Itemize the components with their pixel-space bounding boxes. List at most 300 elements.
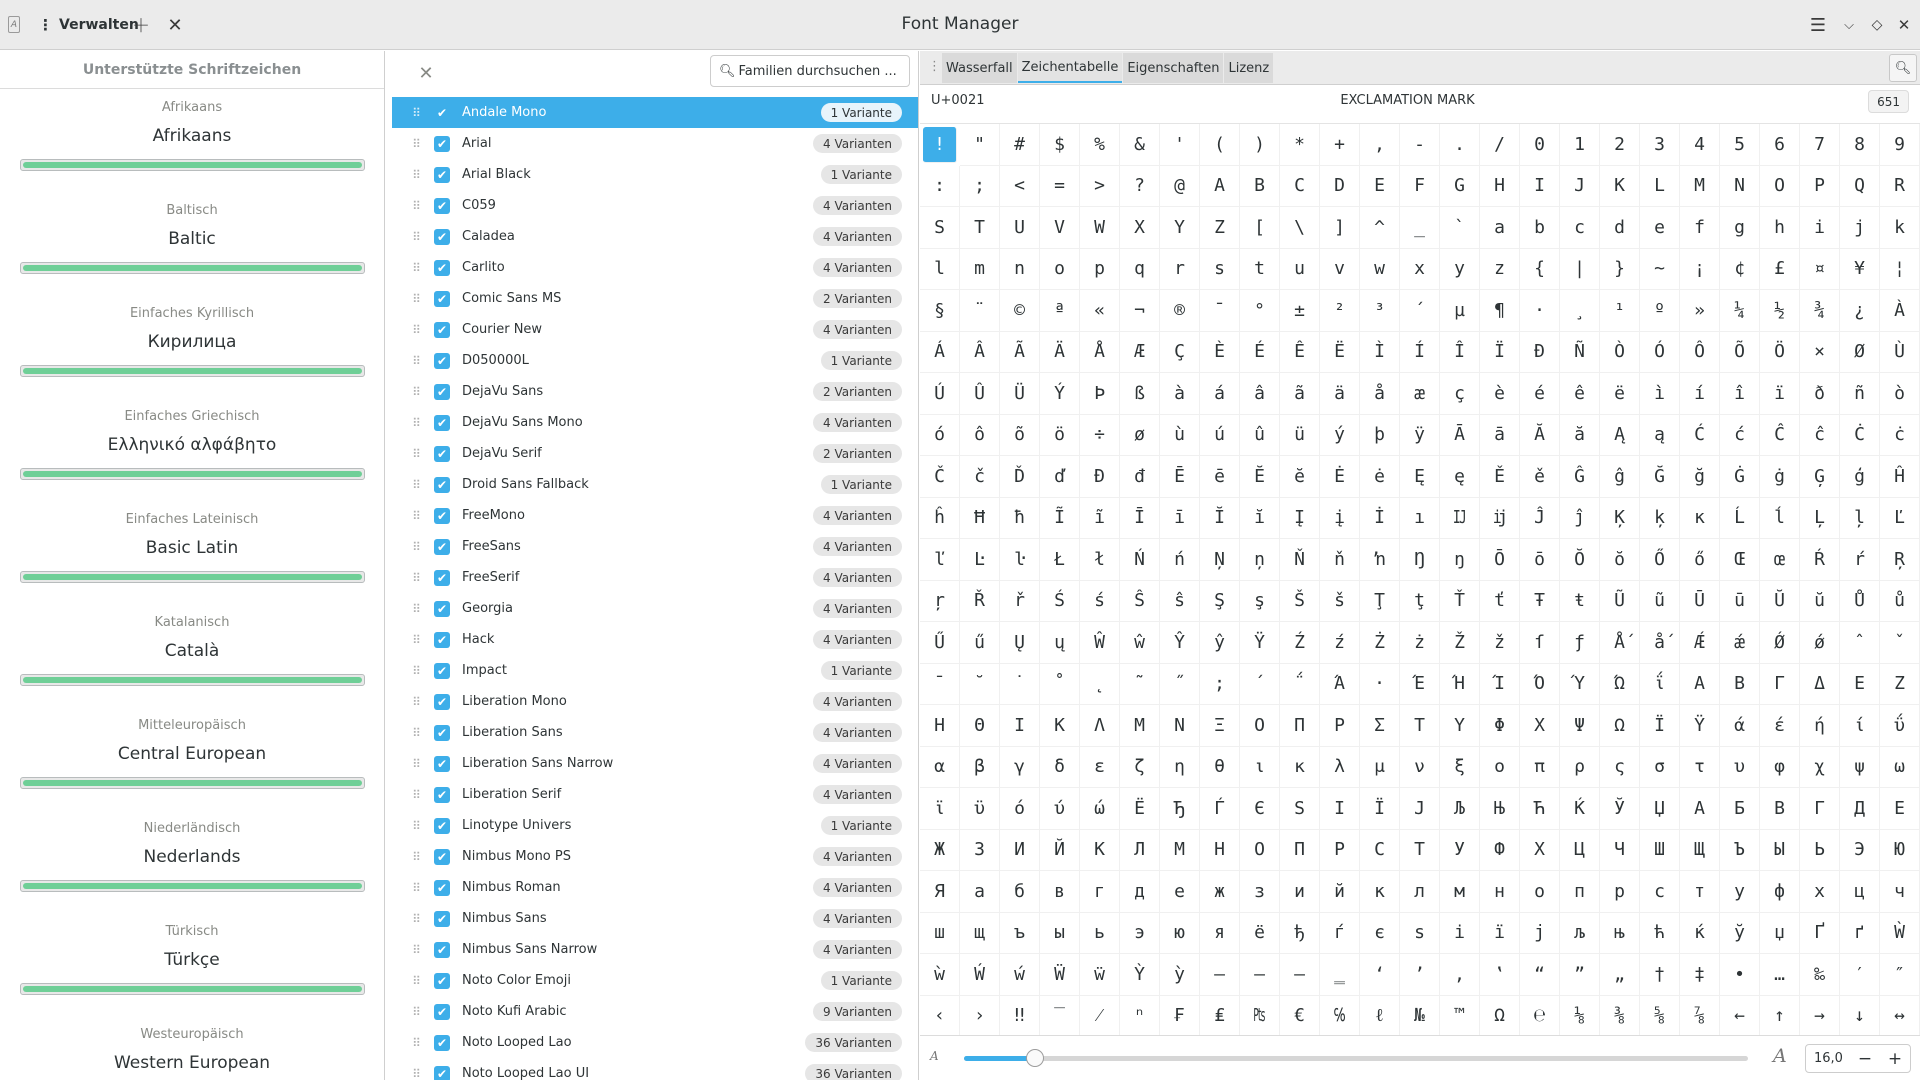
character-cell[interactable]: Ż	[1360, 622, 1400, 664]
family-checkbox[interactable]: ✔	[434, 415, 450, 431]
family-checkbox[interactable]: ✔	[434, 1004, 450, 1020]
character-cell[interactable]: 4	[1680, 124, 1720, 166]
character-cell[interactable]: α	[920, 747, 960, 789]
character-cell[interactable]: δ	[1040, 747, 1080, 789]
character-cell[interactable]: ↔	[1880, 996, 1920, 1038]
character-cell[interactable]: ¥	[1840, 249, 1880, 291]
character-cell[interactable]: Ю	[1880, 830, 1920, 872]
character-cell[interactable]: Ǽ	[1680, 622, 1720, 664]
drag-handle-icon[interactable]: ⠿	[412, 756, 420, 771]
character-cell[interactable]: ñ	[1840, 373, 1880, 415]
character-cell[interactable]: Z	[1200, 207, 1240, 249]
character-cell[interactable]: С	[1360, 830, 1400, 872]
character-cell[interactable]: →	[1800, 996, 1840, 1038]
character-cell[interactable]: Ś	[1040, 581, 1080, 623]
character-cell[interactable]: ť	[1480, 581, 1520, 623]
character-cell[interactable]: φ	[1760, 747, 1800, 789]
character-cell[interactable]: Ẁ	[1880, 913, 1920, 955]
character-cell[interactable]: ρ	[1560, 747, 1600, 789]
character-cell[interactable]: Y	[1160, 207, 1200, 249]
family-row[interactable]	[392, 221, 918, 252]
character-cell[interactable]: ώ	[1080, 788, 1120, 830]
character-cell[interactable]: ū	[1720, 581, 1760, 623]
character-cell[interactable]: Ł	[1040, 539, 1080, 581]
character-cell[interactable]: ⅛	[1560, 996, 1600, 1038]
character-cell[interactable]: Ё	[1120, 788, 1160, 830]
character-cell[interactable]: Ή	[1440, 664, 1480, 706]
character-cell[interactable]: Ф	[1480, 830, 1520, 872]
character-cell[interactable]: Ǻ	[1600, 622, 1640, 664]
character-cell[interactable]: ύ	[1040, 788, 1080, 830]
character-cell[interactable]: ¾	[1800, 290, 1840, 332]
character-cell[interactable]: ΄	[1240, 664, 1280, 706]
drag-handle-icon[interactable]: ⠿	[412, 260, 420, 275]
character-cell[interactable]: Σ	[1360, 705, 1400, 747]
character-cell[interactable]: ß	[1120, 373, 1160, 415]
character-cell[interactable]: ø	[1120, 415, 1160, 457]
character-cell[interactable]: İ	[1360, 498, 1400, 540]
character-cell[interactable]: ←	[1720, 996, 1760, 1038]
character-cell[interactable]: r	[1160, 249, 1200, 291]
character-cell[interactable]: X	[1120, 207, 1160, 249]
character-cell[interactable]: ј	[1520, 913, 1560, 955]
character-cell[interactable]: ˙	[1000, 664, 1040, 706]
family-checkbox[interactable]: ✔	[434, 260, 450, 276]
orthography-entry[interactable]	[0, 604, 384, 707]
character-cell[interactable]: Т	[1400, 830, 1440, 872]
family-checkbox[interactable]: ✔	[434, 725, 450, 741]
character-cell[interactable]: м	[1440, 871, 1480, 913]
character-cell[interactable]: à	[1160, 373, 1200, 415]
drag-handle-icon[interactable]: ⠿	[412, 694, 420, 709]
character-cell[interactable]: U	[1000, 207, 1040, 249]
character-cell[interactable]: €	[1280, 996, 1320, 1038]
character-cell[interactable]: g	[1720, 207, 1760, 249]
character-cell[interactable]: ę	[1440, 456, 1480, 498]
character-cell[interactable]: )	[1240, 124, 1280, 166]
character-cell[interactable]: ˇ	[1880, 622, 1920, 664]
maximize-button[interactable]	[1864, 12, 1890, 38]
character-cell[interactable]: ź	[1320, 622, 1360, 664]
character-cell[interactable]: ¹	[1600, 290, 1640, 332]
character-cell[interactable]: Ї	[1360, 788, 1400, 830]
character-cell[interactable]: я	[1200, 913, 1240, 955]
character-cell[interactable]: Ī	[1120, 498, 1160, 540]
character-cell[interactable]: Q	[1840, 166, 1880, 208]
character-cell[interactable]: ц	[1840, 871, 1880, 913]
character-cell[interactable]: з	[1240, 871, 1280, 913]
character-cell[interactable]: Î	[1440, 332, 1480, 374]
character-cell[interactable]: ς	[1600, 747, 1640, 789]
character-cell[interactable]: ℮	[1520, 996, 1560, 1038]
drag-handle-icon[interactable]: ⠿	[412, 942, 420, 957]
character-cell[interactable]: Ο	[1240, 705, 1280, 747]
character-cell[interactable]: þ	[1360, 415, 1400, 457]
drag-handle-icon[interactable]: ⠿	[412, 508, 420, 523]
character-cell[interactable]: ǿ	[1800, 622, 1840, 664]
family-row[interactable]	[392, 128, 918, 159]
character-cell[interactable]: ΰ	[1880, 705, 1920, 747]
character-cell[interactable]: ÷	[1080, 415, 1120, 457]
character-cell[interactable]: ġ	[1760, 456, 1800, 498]
character-cell[interactable]: ô	[960, 415, 1000, 457]
character-cell[interactable]: õ	[1000, 415, 1040, 457]
character-cell[interactable]: λ	[1320, 747, 1360, 789]
family-checkbox[interactable]: ✔	[434, 477, 450, 493]
character-cell[interactable]: ²	[1320, 290, 1360, 332]
character-cell[interactable]: Ε	[1840, 664, 1880, 706]
character-cell[interactable]: й	[1320, 871, 1360, 913]
character-cell[interactable]: і	[1440, 913, 1480, 955]
character-cell[interactable]: k	[1880, 207, 1920, 249]
character-cell[interactable]: ẅ	[1080, 954, 1120, 996]
character-cell[interactable]: ă	[1560, 415, 1600, 457]
orthography-entry[interactable]	[0, 1016, 384, 1080]
family-row[interactable]	[392, 159, 918, 190]
character-cell[interactable]: ϋ	[960, 788, 1000, 830]
character-cell[interactable]: Ύ	[1560, 664, 1600, 706]
character-cell[interactable]: ‹	[920, 996, 960, 1038]
family-checkbox[interactable]: ✔	[434, 601, 450, 617]
character-cell[interactable]: ƒ	[1560, 622, 1600, 664]
character-cell[interactable]: Ů	[1840, 581, 1880, 623]
character-cell[interactable]: ‡	[1680, 954, 1720, 996]
character-cell[interactable]: Β	[1720, 664, 1760, 706]
character-cell[interactable]: ή	[1800, 705, 1840, 747]
character-cell[interactable]: -	[1400, 124, 1440, 166]
character-cell[interactable]: ĭ	[1240, 498, 1280, 540]
character-cell[interactable]: џ	[1760, 913, 1800, 955]
character-cell[interactable]: Α	[1680, 664, 1720, 706]
character-cell[interactable]: !	[923, 127, 957, 163]
family-row[interactable]	[392, 438, 918, 469]
character-cell[interactable]: ü	[1280, 415, 1320, 457]
character-cell[interactable]: F	[1400, 166, 1440, 208]
character-cell[interactable]: Ќ	[1560, 788, 1600, 830]
character-cell[interactable]: ö	[1040, 415, 1080, 457]
character-cell[interactable]: ΐ	[1640, 664, 1680, 706]
character-cell[interactable]: J	[1560, 166, 1600, 208]
character-cell[interactable]: ˉ	[920, 664, 960, 706]
decrease-size-button[interactable]: −	[1857, 1048, 1873, 1069]
character-cell[interactable]: ļ	[1840, 498, 1880, 540]
character-cell[interactable]: Č	[920, 456, 960, 498]
character-cell[interactable]: κ	[1280, 747, 1320, 789]
clear-selection-button[interactable]	[414, 61, 438, 85]
character-cell[interactable]: Ď	[1000, 456, 1040, 498]
character-cell[interactable]: Ъ	[1720, 830, 1760, 872]
family-checkbox[interactable]: ✔	[434, 291, 450, 307]
family-checkbox[interactable]: ✔	[434, 1035, 450, 1051]
character-cell[interactable]: п	[1560, 871, 1600, 913]
character-cell[interactable]: "	[960, 124, 1000, 166]
character-cell[interactable]: Ћ	[1520, 788, 1560, 830]
character-cell[interactable]: Ў	[1600, 788, 1640, 830]
character-cell[interactable]: í	[1680, 373, 1720, 415]
character-cell[interactable]: Ö	[1760, 332, 1800, 374]
family-checkbox[interactable]: ✔	[434, 1066, 450, 1080]
character-cell[interactable]: ђ	[1280, 913, 1320, 955]
drag-handle-icon[interactable]: ⠿	[412, 663, 420, 678]
character-cell[interactable]: z	[1480, 249, 1520, 291]
character-cell[interactable]: æ	[1400, 373, 1440, 415]
family-row[interactable]	[392, 748, 918, 779]
drag-handle-icon[interactable]: ⠿	[412, 198, 420, 213]
family-checkbox[interactable]: ✔	[436, 105, 448, 120]
character-cell[interactable]: â	[1240, 373, 1280, 415]
character-cell[interactable]: ¦	[1880, 249, 1920, 291]
character-cell[interactable]: Ģ	[1800, 456, 1840, 498]
character-cell[interactable]: š	[1320, 581, 1360, 623]
character-cell[interactable]: ¨	[960, 290, 1000, 332]
character-cell[interactable]: d	[1600, 207, 1640, 249]
character-cell[interactable]: ν	[1400, 747, 1440, 789]
character-cell[interactable]: Δ	[1800, 664, 1840, 706]
character-cell[interactable]: О	[1240, 830, 1280, 872]
family-row[interactable]	[392, 407, 918, 438]
drag-handle-icon[interactable]: ⠿	[412, 632, 420, 647]
family-checkbox[interactable]: ✔	[434, 136, 450, 152]
character-cell[interactable]: Š	[1280, 581, 1320, 623]
font-size-slider[interactable]	[964, 1056, 1748, 1061]
character-cell[interactable]: Ħ	[960, 498, 1000, 540]
character-cell[interactable]: Ŕ	[1800, 539, 1840, 581]
character-cell[interactable]: ç	[1440, 373, 1480, 415]
character-cell[interactable]: 2	[1600, 124, 1640, 166]
character-cell[interactable]: é	[1520, 373, 1560, 415]
character-cell[interactable]: i	[1800, 207, 1840, 249]
character-cell[interactable]: è	[1480, 373, 1520, 415]
family-checkbox[interactable]: ✔	[434, 167, 450, 183]
character-cell[interactable]: ĺ	[1760, 498, 1800, 540]
character-cell[interactable]: 0	[1520, 124, 1560, 166]
character-cell[interactable]: Í	[1400, 332, 1440, 374]
family-row[interactable]	[392, 1058, 918, 1080]
character-cell[interactable]: Τ	[1400, 705, 1440, 747]
character-cell[interactable]: β	[960, 747, 1000, 789]
drag-handle-icon[interactable]: ⠿	[412, 787, 420, 802]
character-cell[interactable]: ë	[1600, 373, 1640, 415]
character-cell[interactable]: Ŀ	[960, 539, 1000, 581]
drag-handle-icon[interactable]: ⠿	[412, 725, 420, 740]
character-cell[interactable]: ΅	[1280, 664, 1320, 706]
character-cell[interactable]: Ċ	[1840, 415, 1880, 457]
character-cell[interactable]: s	[1200, 249, 1240, 291]
drag-handle-icon[interactable]: ⠿	[412, 446, 420, 461]
character-cell[interactable]: ў	[1720, 913, 1760, 955]
character-cell[interactable]: Ỳ	[1120, 954, 1160, 996]
character-cell[interactable]: ο	[1480, 747, 1520, 789]
character-cell[interactable]: §	[920, 290, 960, 332]
add-button[interactable]	[128, 12, 154, 38]
character-cell[interactable]: ₤	[1200, 996, 1240, 1038]
character-cell[interactable]: ž	[1480, 622, 1520, 664]
character-cell[interactable]: ъ	[1000, 913, 1040, 955]
character-cell[interactable]: /	[1480, 124, 1520, 166]
character-cell[interactable]: ↑	[1760, 996, 1800, 1038]
character-cell[interactable]: A	[1200, 166, 1240, 208]
character-cell[interactable]: в	[1040, 871, 1080, 913]
character-cell[interactable]: Ы	[1760, 830, 1800, 872]
character-cell[interactable]: Φ	[1480, 705, 1520, 747]
family-checkbox[interactable]: ✔	[434, 446, 450, 462]
character-cell[interactable]: Ō	[1480, 539, 1520, 581]
character-cell[interactable]: ₣	[1160, 996, 1200, 1038]
character-cell[interactable]: ė	[1360, 456, 1400, 498]
character-cell[interactable]: o	[1040, 249, 1080, 291]
character-cell[interactable]: ä	[1320, 373, 1360, 415]
character-cell[interactable]: П	[1280, 830, 1320, 872]
character-cell[interactable]: ½	[1760, 290, 1800, 332]
character-cell[interactable]: «	[1080, 290, 1120, 332]
character-cell[interactable]: î	[1720, 373, 1760, 415]
character-cell[interactable]: x	[1400, 249, 1440, 291]
character-cell[interactable]: ĥ	[920, 498, 960, 540]
character-cell[interactable]: т	[1680, 871, 1720, 913]
character-cell[interactable]: ³	[1360, 290, 1400, 332]
character-cell[interactable]: ¯	[1200, 290, 1240, 332]
character-cell[interactable]: ¬	[1120, 290, 1160, 332]
character-cell[interactable]: Ğ	[1640, 456, 1680, 498]
character-cell[interactable]: œ	[1760, 539, 1800, 581]
drag-handle-icon[interactable]: ⠿	[412, 911, 420, 926]
character-cell[interactable]: Ĺ	[1720, 498, 1760, 540]
family-row[interactable]	[392, 97, 918, 128]
character-cell[interactable]: ь	[1080, 913, 1120, 955]
character-cell[interactable]: P	[1800, 166, 1840, 208]
character-cell[interactable]: Р	[1320, 830, 1360, 872]
character-cell[interactable]: >	[1080, 166, 1120, 208]
character-cell[interactable]: č	[960, 456, 1000, 498]
character-cell[interactable]: ×	[1800, 332, 1840, 374]
character-cell[interactable]: Η	[920, 705, 960, 747]
character-cell[interactable]: Ν	[1160, 705, 1200, 747]
character-cell[interactable]: Ę	[1400, 456, 1440, 498]
character-cell[interactable]: l	[920, 249, 960, 291]
family-row[interactable]	[392, 345, 918, 376]
character-cell[interactable]: Ø	[1840, 332, 1880, 374]
character-cell[interactable]: ‛	[1480, 954, 1520, 996]
family-row[interactable]	[392, 252, 918, 283]
character-cell[interactable]: w	[1360, 249, 1400, 291]
character-cell[interactable]: b	[1520, 207, 1560, 249]
character-cell[interactable]: ǽ	[1720, 622, 1760, 664]
character-cell[interactable]: ί	[1840, 705, 1880, 747]
character-cell[interactable]: Ђ	[1160, 788, 1200, 830]
character-cell[interactable]: Ě	[1480, 456, 1520, 498]
character-cell[interactable]: №	[1400, 996, 1440, 1038]
character-cell[interactable]: Ô	[1680, 332, 1720, 374]
character-cell[interactable]: Į	[1280, 498, 1320, 540]
character-cell[interactable]: с	[1640, 871, 1680, 913]
character-cell[interactable]: ж	[1200, 871, 1240, 913]
character-cell[interactable]: ð	[1800, 373, 1840, 415]
character-cell[interactable]: å	[1360, 373, 1400, 415]
character-cell[interactable]: .	[1440, 124, 1480, 166]
character-cell[interactable]: Я	[920, 871, 960, 913]
character-cell[interactable]: ẃ	[1000, 954, 1040, 996]
family-row[interactable]	[392, 934, 918, 965]
character-cell[interactable]: Ð	[1520, 332, 1560, 374]
character-cell[interactable]: Ū	[1680, 581, 1720, 623]
character-cell[interactable]: Ç	[1160, 332, 1200, 374]
character-cell[interactable]: Ŏ	[1560, 539, 1600, 581]
character-cell[interactable]: є	[1360, 913, 1400, 955]
family-row[interactable]	[392, 593, 918, 624]
character-cell[interactable]: ℓ	[1360, 996, 1400, 1038]
family-checkbox[interactable]: ✔	[434, 539, 450, 555]
character-cell[interactable]: À	[1880, 290, 1920, 332]
character-cell[interactable]: ĝ	[1600, 456, 1640, 498]
character-cell[interactable]: =	[1040, 166, 1080, 208]
character-cell[interactable]: Θ	[960, 705, 1000, 747]
character-cell[interactable]: ï	[1760, 373, 1800, 415]
character-cell[interactable]: W	[1080, 207, 1120, 249]
character-cell[interactable]: c	[1560, 207, 1600, 249]
character-cell[interactable]: Њ	[1480, 788, 1520, 830]
character-cell[interactable]: Ρ	[1320, 705, 1360, 747]
character-cell[interactable]: ;	[960, 166, 1000, 208]
character-cell[interactable]: f	[1680, 207, 1720, 249]
character-cell[interactable]: ª	[1040, 290, 1080, 332]
character-cell[interactable]: —	[1240, 954, 1280, 996]
orthography-entry[interactable]	[0, 501, 384, 604]
character-cell[interactable]: ĩ	[1080, 498, 1120, 540]
family-row[interactable]	[392, 283, 918, 314]
character-cell[interactable]: u	[1280, 249, 1320, 291]
character-cell[interactable]: ģ	[1840, 456, 1880, 498]
character-cell[interactable]: 9	[1880, 124, 1920, 166]
character-cell[interactable]: h	[1760, 207, 1800, 249]
character-cell[interactable]: ũ	[1640, 581, 1680, 623]
character-cell[interactable]: Ú	[920, 373, 960, 415]
character-cell[interactable]: a	[1480, 207, 1520, 249]
character-cell[interactable]: ;	[1200, 664, 1240, 706]
character-cell[interactable]: Ü	[1000, 373, 1040, 415]
character-cell[interactable]: º	[1640, 290, 1680, 332]
character-cell[interactable]: <	[1000, 166, 1040, 208]
orthography-entry[interactable]	[0, 707, 384, 810]
character-cell[interactable]: É	[1240, 332, 1280, 374]
character-cell[interactable]: ỳ	[1160, 954, 1200, 996]
character-cell[interactable]: Ґ	[1800, 913, 1840, 955]
character-cell[interactable]: Þ	[1080, 373, 1120, 415]
character-cell[interactable]: ê	[1560, 373, 1600, 415]
character-cell[interactable]: ā	[1480, 415, 1520, 457]
character-cell[interactable]: Ä	[1040, 332, 1080, 374]
character-cell[interactable]: Ω	[1600, 705, 1640, 747]
character-cell[interactable]: А	[1680, 788, 1720, 830]
character-cell[interactable]: έ	[1760, 705, 1800, 747]
character-cell[interactable]: ε	[1080, 747, 1120, 789]
character-cell[interactable]: ÿ	[1400, 415, 1440, 457]
character-cell[interactable]: ħ	[1000, 498, 1040, 540]
character-cell[interactable]: ś	[1080, 581, 1120, 623]
character-cell[interactable]: p	[1080, 249, 1120, 291]
character-cell[interactable]: Ь	[1800, 830, 1840, 872]
character-cell[interactable]: ˝	[1160, 664, 1200, 706]
family-checkbox[interactable]: ✔	[434, 229, 450, 245]
character-cell[interactable]: Ľ	[1880, 498, 1920, 540]
character-cell[interactable]: 3	[1640, 124, 1680, 166]
character-cell[interactable]: Œ	[1720, 539, 1760, 581]
character-cell[interactable]: ò	[1880, 373, 1920, 415]
character-cell[interactable]: ®	[1160, 290, 1200, 332]
character-cell[interactable]: |	[1560, 249, 1600, 291]
character-cell[interactable]: ћ	[1640, 913, 1680, 955]
character-cell[interactable]: ⅝	[1640, 996, 1680, 1038]
character-cell[interactable]: э	[1120, 913, 1160, 955]
